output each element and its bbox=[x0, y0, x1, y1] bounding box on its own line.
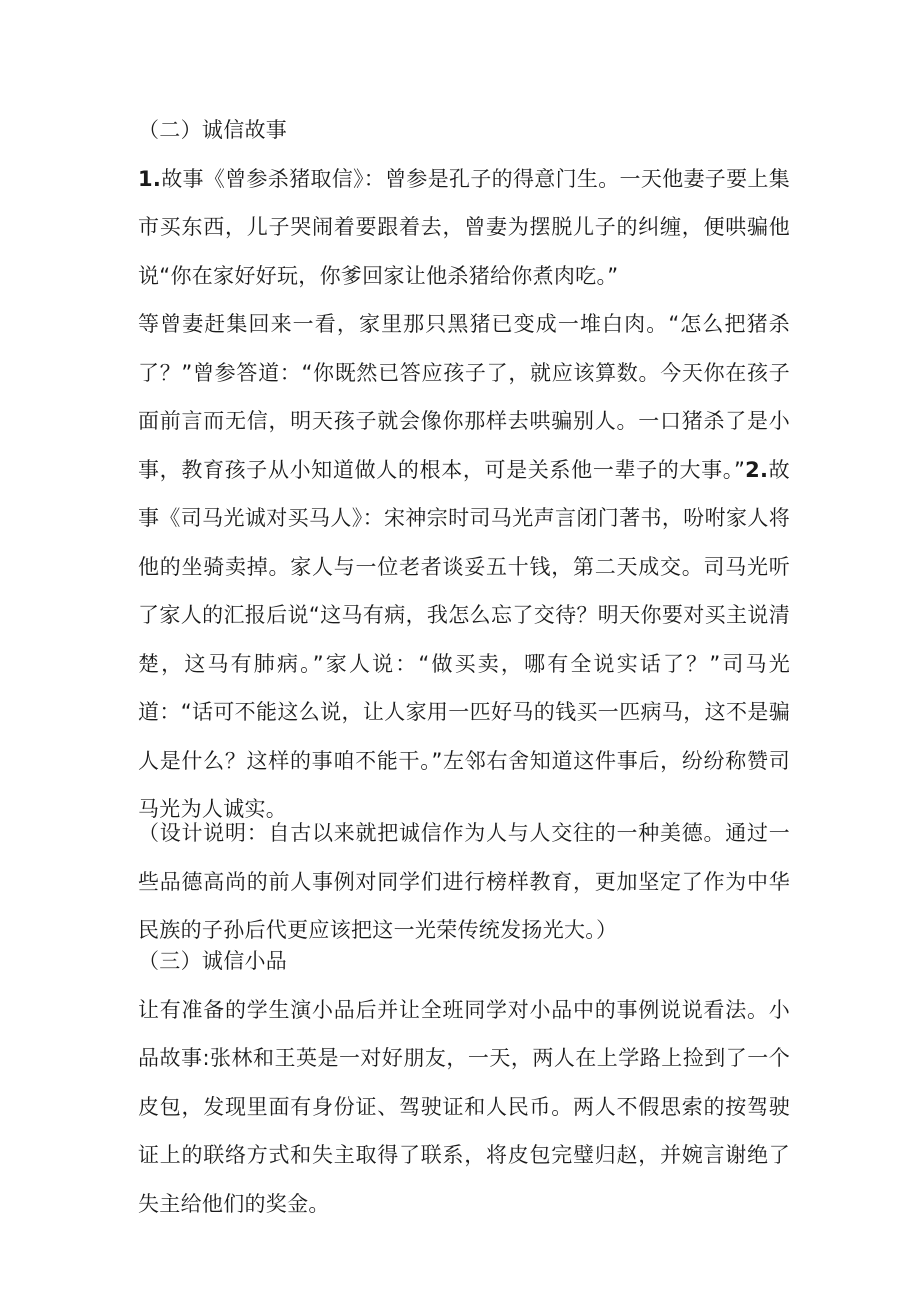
story1-lead: 故事《曾参杀猪取信》：曾参是孔子的得意门生。一天他妻子要上集市买东西，儿子哭闹着要跟着去，曾妻为摆脱儿子的纠缠，便哄骗他说“你在家好好玩，你爹回家让他杀猪给你煮肉吃。” bbox=[138, 166, 790, 288]
skit-paragraph: 让有准备的学生演小品后并让全班同学对小品中的事例说说看法。小品故事:张林和王英是一对好朋友，一天，两人在上学路上捡到了一个皮包，发现里面有身份证、驾驶证和人民币。两人不假思索的按驾驶证上的联络方式和失主取得了联系，将皮包完璧归赵，并婉言谢绝了失主给他们的奖金。 bbox=[138, 997, 790, 1216]
section-heading-skit: （三）诚信小品 bbox=[138, 949, 288, 973]
design-note: （设计说明：自古以来就把诚信作为人与人交往的一种美德。通过一些品德高尚的前人事例对同学们进行榜样教育，更加坚定了作为中华民族的子孙后代更应该把这一光荣传统发扬光大。） bbox=[138, 821, 790, 942]
section-heading-stories: （二）诚信故事 bbox=[138, 118, 288, 142]
skit-section bbox=[138, 937, 790, 1228]
story1-number: 1. bbox=[138, 166, 162, 191]
story1-paragraph bbox=[138, 155, 790, 301]
story-section bbox=[138, 106, 790, 834]
story1-rest: 等曾妻赶集回来一看，家里那只黑猪已变成一堆白肉。“怎么把猪杀了？”曾参答道：“你既然已答应孩子了，就应该算数。今天你在孩子面前言而无信，明天孩子就会像你那样去哄骗别人。一口猪杀了是小事，教育孩子从小知道做人的根本，可是关系他一辈子的大事。” bbox=[138, 312, 790, 482]
design-note-section bbox=[138, 809, 790, 955]
story1-continuation bbox=[138, 300, 790, 834]
story2-text: 故事《司马光诚对买马人》：宋神宗时司马光声言闭门著书，吩咐家人将他的坐骑卖掉。家人与一位老者谈妥五十钱，第二天成交。司马光听了家人的汇报后说“这马有病，我怎么忘了交待？明天你要对买主说清楚，这马有肺病。”家人说：“做买卖，哪有全说实话了？”司马光道：“话可不能这么说，让人家用一匹好马的钱买一匹病马，这不是骗人是什么？这样的事咱不能干。”左邻右舍知道这件事后，纷纷称赞司马光为人诚实。 bbox=[138, 457, 790, 821]
story2-number: 2. bbox=[745, 457, 769, 482]
